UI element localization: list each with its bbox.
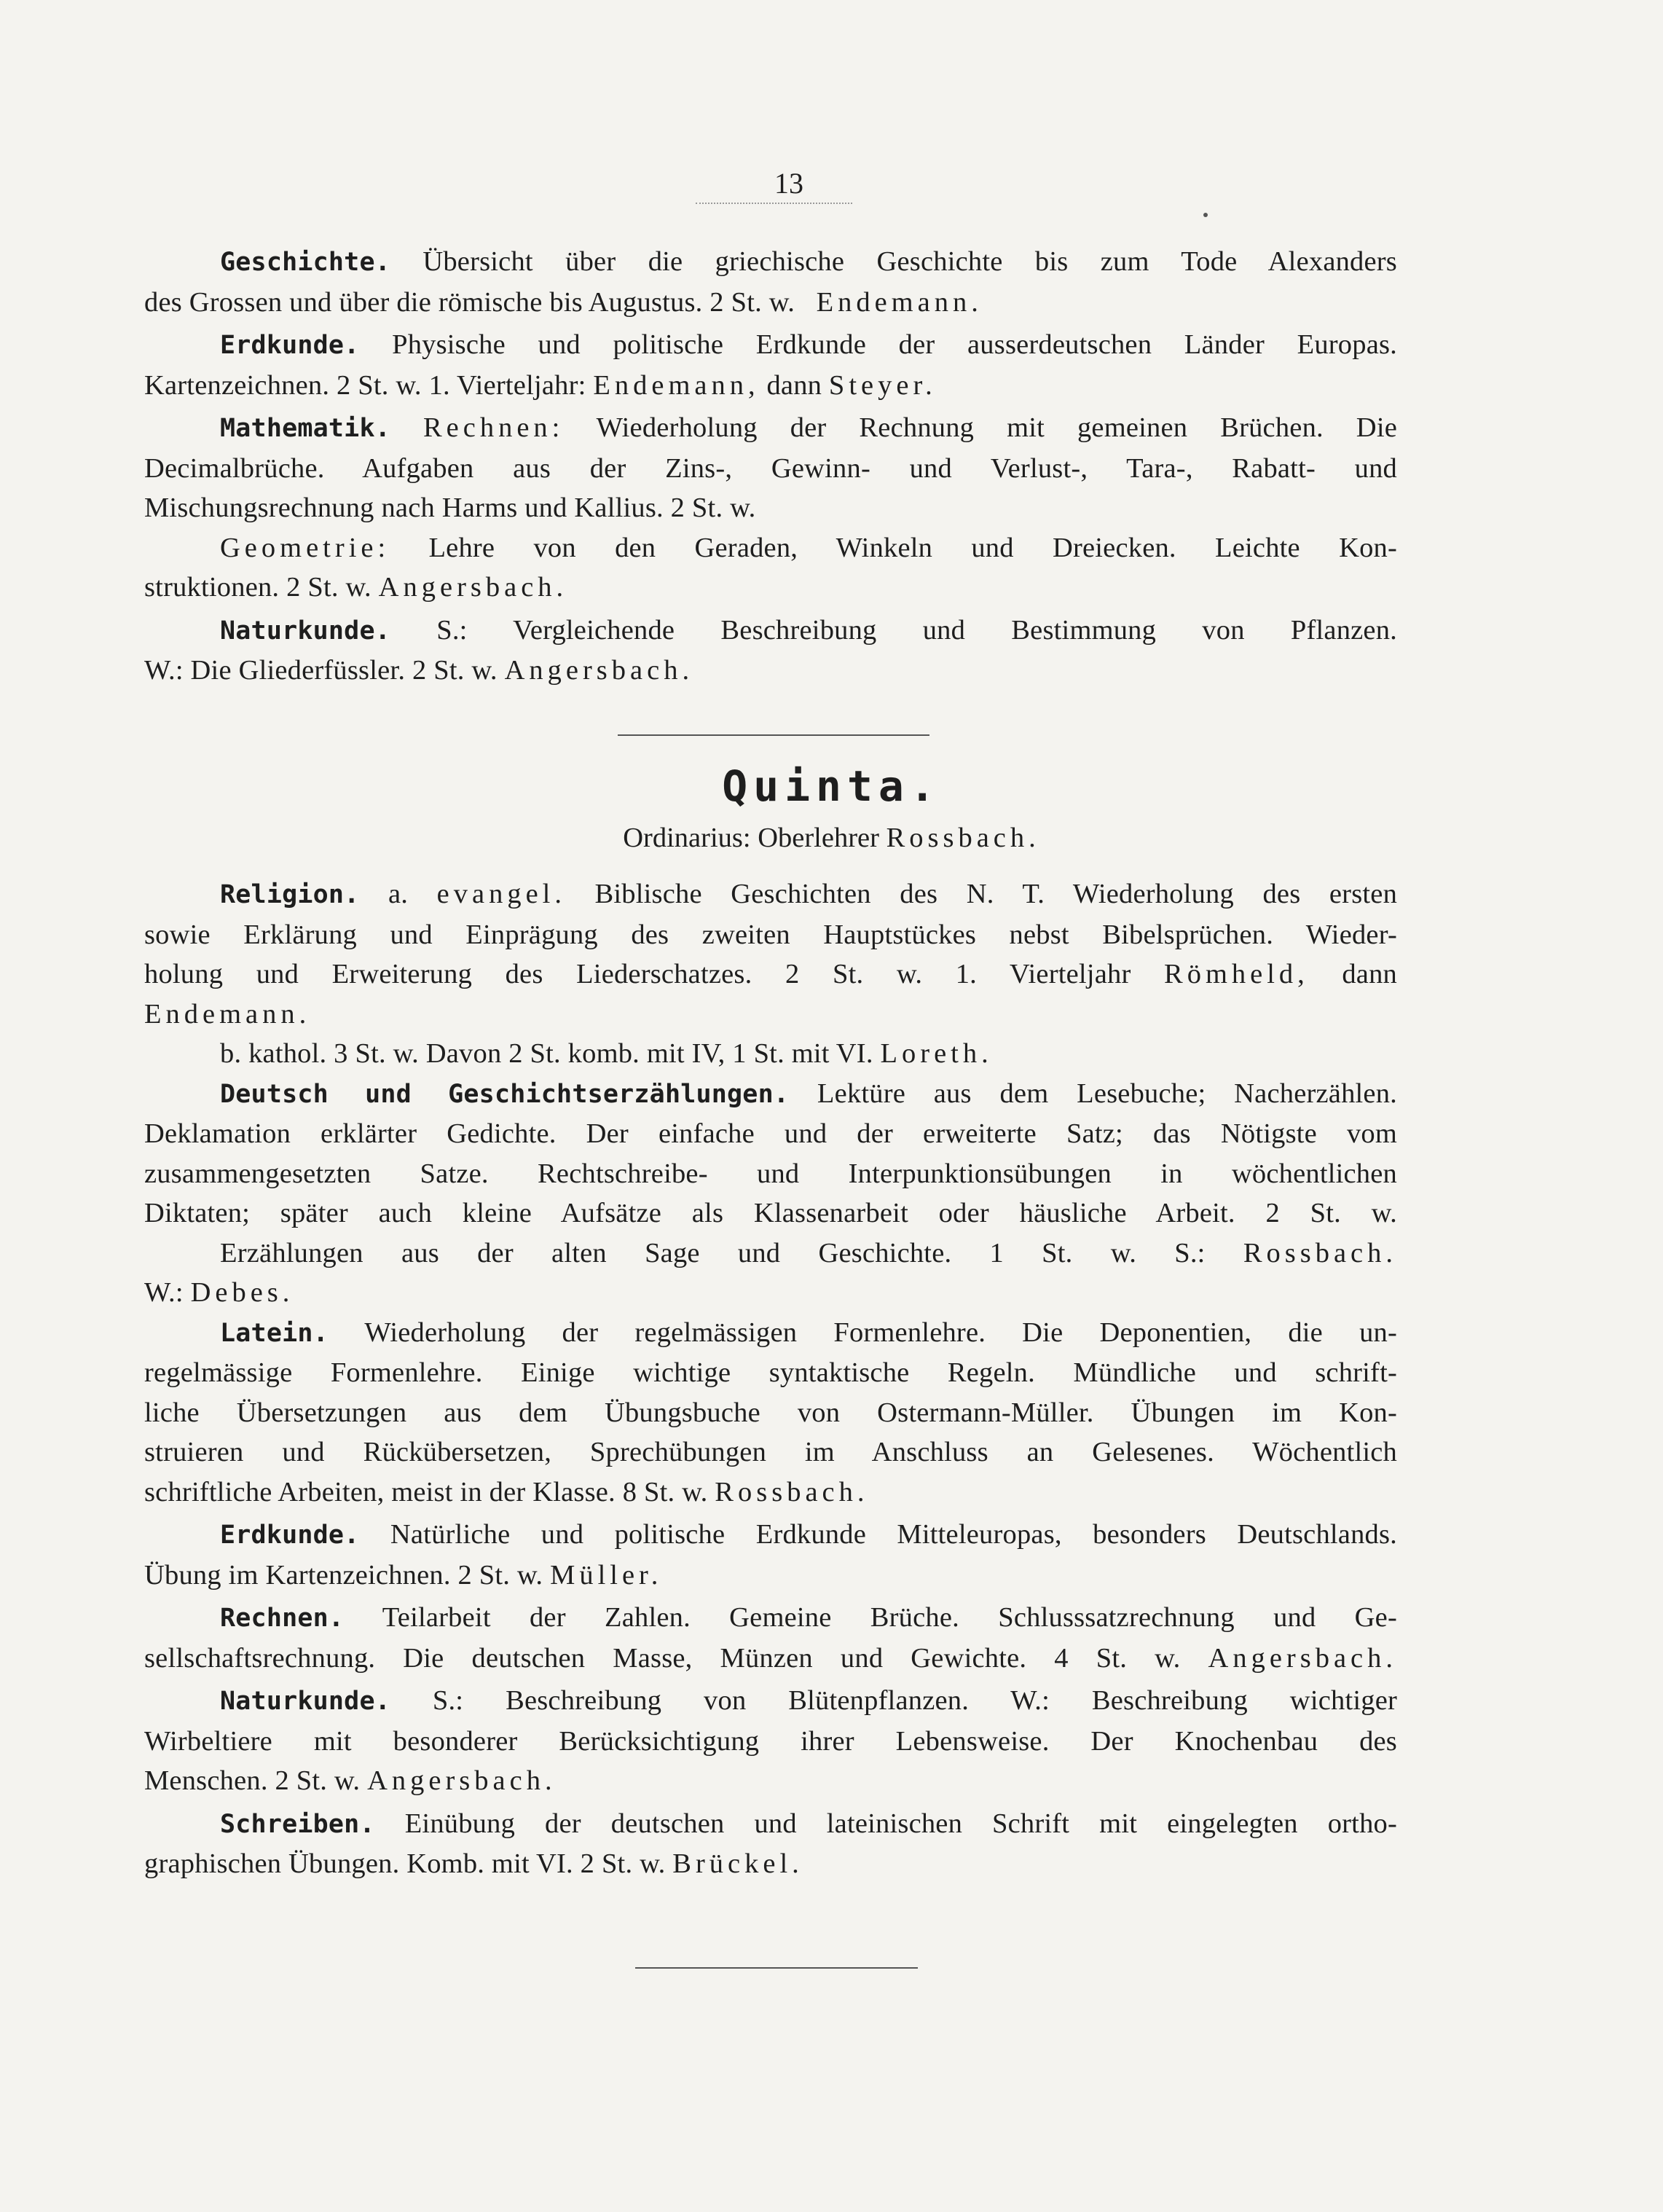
rechnen-line2: sellschaftsrechnung. Die deutschen Masse, Münzen und Gewichte. 4 St. w. Angersbach. [144, 1642, 1398, 1674]
geschichte-line2: des Grossen und über die römische bis Augustus. 2 St. w. Endemann. [144, 286, 983, 318]
subject-label: Naturkunde. [220, 1687, 390, 1716]
teacher-name: Angersbach. [378, 572, 568, 603]
teacher-name: Endemann. [144, 998, 311, 1029]
subject-label: Mathematik. [220, 414, 390, 443]
naturkunde2-line1: Naturkunde. S.: Beschreibung von Blütenpflanzen. W.: Beschreibung wichtiger [220, 1685, 1398, 1716]
ordinarius-line: Ordinarius: Oberlehrer Rossbach. [623, 823, 1040, 853]
teacher-name: Loreth. [880, 1038, 993, 1069]
naturkunde-line1: Naturkunde. S.: Vergleichende Beschreibung und Bestimmung von Pflanzen. [220, 614, 1397, 646]
latein-line1: Latein. Wiederholung der regelmässigen Formenlehre. Die Deponentien, die un- [220, 1317, 1397, 1348]
ink-dot [1203, 213, 1208, 217]
religion-line4 [144, 995, 1397, 1035]
teacher-name: Rossbach. [1243, 1237, 1398, 1268]
teacher-name: Rossbach. [715, 1476, 869, 1507]
rechnen-line1: Rechnen. Teilarbeit der Zahlen. Gemeine Brüche. Schlusssatzrechnung und Ge- [220, 1602, 1397, 1633]
mathematik-line1: Mathematik. Rechnen: Wiederholung der Rechnung mit gemeinen Brüchen. Die [220, 412, 1397, 443]
teacher-name: Angersbach. [1208, 1642, 1398, 1674]
subject-label: Religion. [220, 880, 360, 909]
page-number: 13 [774, 167, 803, 200]
teacher-name: Angersbach. [504, 655, 694, 686]
erdkunde-line2: Kartenzeichnen. 2 St. w. 1. Vierteljahr: Endemann, dann Steyer. [144, 369, 937, 401]
teacher-name: Römheld, [1164, 959, 1309, 989]
religion-line1: Religion. a. evangel. Biblische Geschichten des N. T. Wiederholung des ersten [220, 879, 1398, 909]
latein-line5: schriftliche Arbeiten, meist in der Klasse. 8 St. w. Rossbach. [144, 1476, 869, 1507]
section-divider [635, 1967, 918, 1969]
subject-label: Naturkunde. [220, 616, 390, 646]
latein-line2: regelmässige Formenlehre. Einige wichtige syntaktische Regeln. Mündliche und schrift- [144, 1357, 1397, 1388]
deutsch-line4: Diktaten; später auch kleine Aufsätze als Klassenarbeit oder häusliche Arbeit. 2 St. w. [144, 1198, 1397, 1228]
subject-label: Rechnen. [220, 1604, 345, 1633]
subject-label: Schreiben. [220, 1809, 375, 1839]
erdkunde2-line2: Übung im Kartenzeichnen. 2 St. w. Müller. [144, 1559, 663, 1591]
deutsch-line2: Deklamation erklärter Gedichte. Der einfache und der erweiterte Satz; das Nötigste vom [144, 1118, 1397, 1149]
schreiben-line1: Schreiben. Einübung der deutschen und lateinischen Schrift mit eingelegten ortho- [220, 1808, 1398, 1839]
teacher-name: Brückel. [672, 1848, 803, 1879]
subject-label: Latein. [220, 1318, 329, 1348]
naturkunde2-line2: Wirbeltiere mit besonderer Berücksichtigung ihrer Lebensweise. Der Knochenbau des [144, 1725, 1397, 1757]
teacher-name: Endemann, [593, 369, 760, 401]
deutsch-line5: Erzählungen aus der alten Sage und Geschichte. 1 St. w. S.: Rossbach. [220, 1237, 1398, 1268]
teacher-name: Rossbach. [886, 823, 1040, 853]
erdkunde2-line1: Erdkunde. Natürliche und politische Erdkunde Mitteleuropas, besonders Deutschlands. [220, 1519, 1397, 1550]
subject-label: Erdkunde. [220, 331, 360, 360]
section-quinta [144, 874, 1397, 1884]
section-quarta-end [144, 242, 1397, 691]
teacher-name: Angersbach. [367, 1765, 557, 1796]
section-heading: Quinta. [722, 761, 941, 811]
section-divider [618, 734, 929, 736]
latein-line4: struieren und Rückübersetzen, Sprechübungen im Anschluss an Gelesenes. Wöchentlich [144, 1437, 1397, 1467]
schreiben-line2: graphischen Übungen. Komb. mit VI. 2 St. w. Brückel. [144, 1848, 803, 1879]
geometrie-line1: Geometrie: Lehre von den Geraden, Winkeln und Dreiecken. Leichte Kon- [220, 532, 1398, 563]
religion-line2: sowie Erklärung und Einprägung des zweiten Hauptstückes nebst Bibelsprüchen. Wieder- [144, 919, 1397, 950]
religion-line5: b. kathol. 3 St. w. Davon 2 St. komb. mit IV, 1 St. mit VI. Loreth. [220, 1038, 993, 1069]
naturkunde-line2: W.: Die Gliederfüssler. 2 St. w. Angersbach. [144, 655, 694, 686]
geometrie-line2: struktionen. 2 St. w. Angersbach. [144, 572, 568, 603]
deutsch-line1: Deutsch und Geschichtserzählungen. Lektüre aus dem Lesebuche; Nacherzählen. [220, 1078, 1397, 1109]
teacher-name: Müller. [550, 1559, 663, 1591]
deutsch-line3: zusammengesetzten Satze. Rechtschreibe- und Interpunktionsübungen in wöchentlichen [144, 1158, 1397, 1189]
teacher-name: Endemann. [816, 286, 983, 318]
header-ornament [696, 203, 852, 210]
teacher-name: Debes. [190, 1277, 294, 1308]
teacher-name: Steyer. [828, 369, 937, 401]
subject-label: Geschichte. [220, 248, 390, 277]
subject-label: Erdkunde. [220, 1521, 360, 1550]
subject-label: Deutsch und Geschichtserzählungen. [220, 1079, 790, 1109]
latein-line3: liche Übersetzungen aus dem Übungsbuche von Ostermann-Müller. Übungen im Kon- [144, 1397, 1397, 1428]
mathematik-line2: Decimalbrüche. Aufgaben aus der Zins-, Gewinn- und Verlust-, Tara-, Rabatt- und [144, 452, 1397, 484]
erdkunde-line1: Erdkunde. Physische und politische Erdkunde der ausserdeutschen Länder Europas. [220, 329, 1397, 360]
religion-line3: holung und Erweiterung des Liederschatzes. 2 St. w. 1. Vierteljahr Römheld, dann [144, 959, 1397, 989]
deutsch-line6: W.: Debes. [144, 1277, 294, 1308]
mathematik-line3: Mischungsrechnung nach Harms und Kallius. 2 St. w. [144, 493, 756, 523]
naturkunde2-line3: Menschen. 2 St. w. Angersbach. [144, 1765, 557, 1796]
geschichte-line1: Geschichte. Übersicht über die griechische Geschichte bis zum Tode Alexanders [220, 246, 1397, 277]
